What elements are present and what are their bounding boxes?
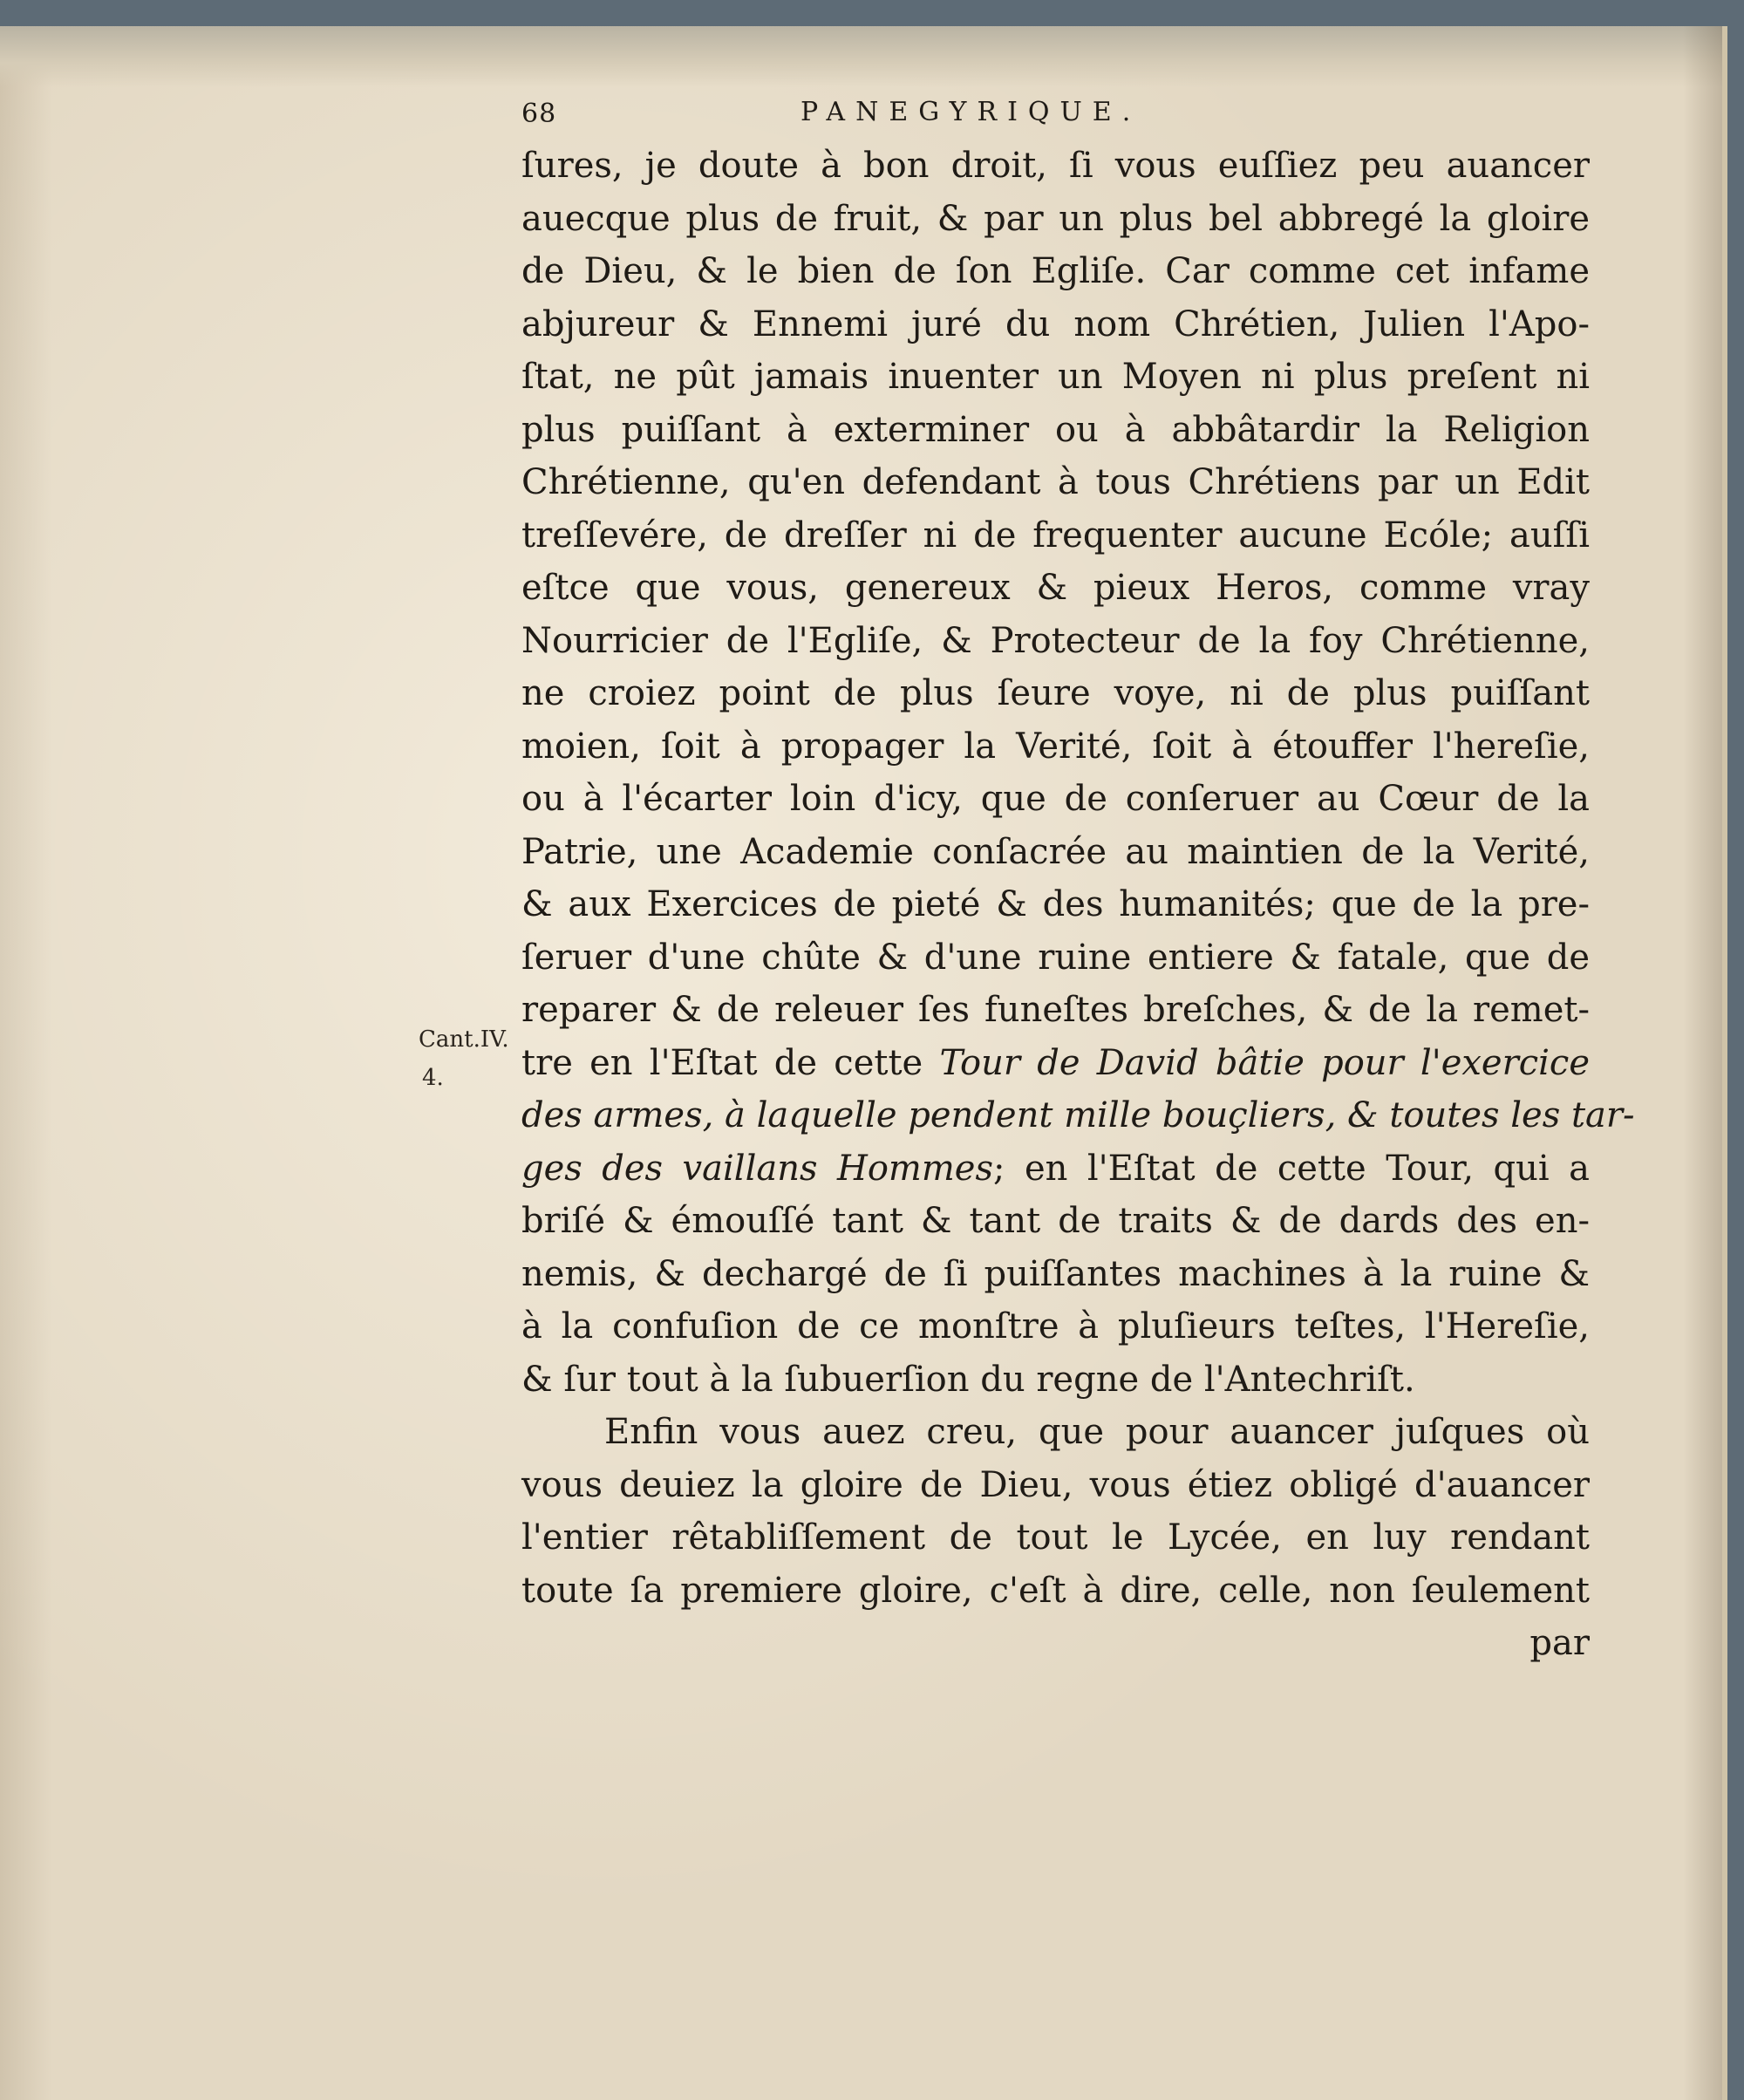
text-line [521, 1037, 1590, 1090]
text-line: Nourricier de l'Egliſe, & Protecteur de la foy Chrétienne, [521, 620, 1590, 661]
marginal-note [419, 1020, 509, 1097]
text-line: de Dieu, & le bien de ſon Egliſe. Car comme cet infame [521, 251, 1590, 291]
text-line: eſtce que vous, genereux & pieux Heros, comme vray [521, 568, 1590, 608]
text-line: auecque plus de fruit, & par un plus bel abbregé la gloire [521, 198, 1590, 239]
text-roman: tre en l'Eſtat de cette [521, 1042, 940, 1083]
text-line: toute ſa premiere gloire, c'eſt à dire, celle, non ſeulement [521, 1570, 1590, 1611]
page-header [521, 92, 1590, 144]
text-line: plus puiſſant à exterminer ou à abbâtardir la Religion [521, 409, 1590, 450]
text-line: briſé & émouſſé tant & tant de traits & de dards des en- [521, 1201, 1590, 1241]
text-line: Chrétienne, qu'en defendant à tous Chrétiens par un Edit [521, 462, 1590, 502]
text-line: ſures, je doute à bon droit, ſi vous euſſiez peu auancer [521, 146, 1590, 186]
text-line [521, 1142, 1590, 1196]
text-line: l'entier rêtabliſſement de tout le Lycée, en luy rendant [521, 1517, 1590, 1558]
text-line: treſſevére, de dreſſer ni de frequenter aucune Ecóle; auſſi [521, 515, 1590, 556]
body-text [521, 140, 1635, 1670]
text-line: vous deuiez la gloire de Dieu, vous étiez obligé d'auancer [521, 1464, 1590, 1505]
text-italic-quote: Tour de David bâtie pour l'exercice [939, 1042, 1590, 1083]
text-line: ſtat, ne pût jamais inuenter un Moyen ni plus preſent ni [521, 357, 1590, 397]
text-line: nemis, & dechargé de ſi puiſſantes machines à la ruine & [521, 1253, 1590, 1294]
page-gutter-shadow [1683, 26, 1722, 2100]
text-italic-quote: ges des vaillans Hommes [521, 1148, 993, 1189]
text-line: reparer & de releuer ſes funeſtes breſches, & de la remet- [521, 990, 1590, 1030]
running-head: PANEGYRIQUE. [800, 97, 1141, 127]
text-line: ſeruer d'une chûte & d'une ruine entiere & fatale, que de [521, 937, 1590, 978]
marginal-reference: Cant.IV. [419, 1026, 509, 1053]
page-top-edge [0, 26, 1722, 87]
text-line: ne croiez point de plus ſeure voye, ni de plus puiſſant [521, 673, 1590, 713]
text-roman: ; en l'Eſtat de cette Tour, qui a [993, 1148, 1590, 1189]
text-line: à la confuſion de ce monſtre à pluſieurs teſtes, l'Hereſie, [521, 1306, 1590, 1347]
text-line: & aux Exercices de pieté & des humanités; que de la pre- [521, 884, 1590, 924]
text-line: moien, ſoit à propager la Verité, ſoit à étouffer l'hereſie, [521, 726, 1590, 767]
marginal-verse: 4. [422, 1065, 444, 1091]
text-line-paragraph-start: Enfin vous auez creu, que pour auancer juſques où [604, 1412, 1590, 1452]
text-line: ou à l'écarter loin d'icy, que de conſeruer au Cœur de la [521, 779, 1590, 819]
text-line: abjureur & Ennemi juré du nom Chrétien, Julien l'Apo- [521, 303, 1590, 344]
text-line: & ſur tout à la ſubuerſion du regne de l'Antechriſt. [521, 1359, 1415, 1400]
page-number: 68 [521, 99, 557, 129]
text-line: Patrie, une Academie conſacrée au maintien de la Verité, [521, 831, 1590, 872]
catchword: par [1529, 1623, 1590, 1663]
text-line-italic: des armes, à laquelle pendent mille bouçliers, & toutes les tar- [521, 1095, 1635, 1135]
